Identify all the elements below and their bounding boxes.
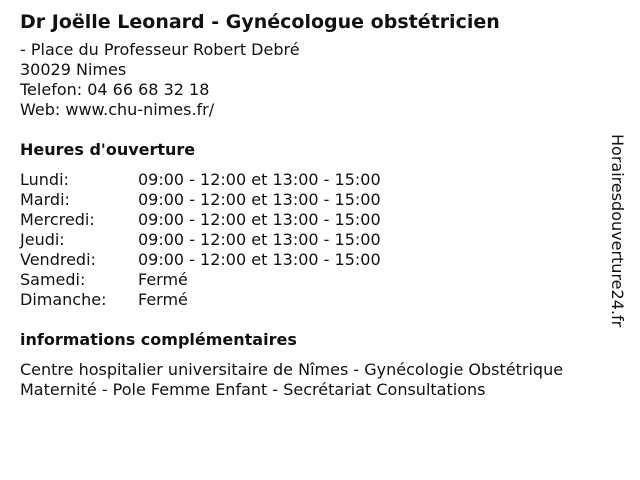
day-label: Mardi:: [20, 190, 70, 209]
hours-row-thursday: [20, 230, 610, 250]
time-value: 09:00 - 12:00 et 13:00 - 15:00: [138, 210, 381, 229]
time-value: 09:00 - 12:00 et 13:00 - 15:00: [138, 170, 381, 189]
address-line-1: - Place du Professeur Robert Debré: [20, 40, 300, 59]
hours-row-sunday: [20, 290, 610, 310]
day-label: Vendredi:: [20, 250, 96, 269]
day-label: Lundi:: [20, 170, 69, 189]
hours-row-tuesday: [20, 190, 610, 210]
site-credit: Horairesdouverture24.fr: [608, 134, 627, 328]
time-value: Fermé: [138, 290, 188, 309]
opening-hours-list: [20, 170, 610, 310]
phone-number: Telefon: 04 66 68 32 18: [20, 80, 210, 99]
hours-row-monday: [20, 170, 610, 190]
address-line-2: 30029 Nimes: [20, 60, 127, 79]
website-link[interactable]: Web: www.chu-nimes.fr/: [20, 100, 215, 119]
day-label: Jeudi:: [20, 230, 65, 249]
hours-row-wednesday: [20, 210, 610, 230]
time-value: 09:00 - 12:00 et 13:00 - 15:00: [138, 190, 381, 209]
day-label: Dimanche:: [20, 290, 107, 309]
time-value: 09:00 - 12:00 et 13:00 - 15:00: [138, 250, 381, 269]
hours-row-saturday: [20, 270, 610, 290]
additional-info-title: informations complémentaires: [20, 330, 297, 349]
additional-info-line-1: Centre hospitalier universitaire de Nîmes - Gynécologie Obstétrique: [20, 360, 564, 379]
doctor-name: Dr Joëlle Leonard - Gynécologue obstétricien: [20, 11, 500, 33]
day-label: Samedi:: [20, 270, 86, 289]
hours-row-friday: [20, 250, 610, 270]
time-value: Fermé: [138, 270, 188, 289]
opening-hours-title: Heures d'ouverture: [20, 140, 196, 159]
day-label: Mercredi:: [20, 210, 95, 229]
time-value: 09:00 - 12:00 et 13:00 - 15:00: [138, 230, 381, 249]
business-card: [20, 10, 610, 400]
additional-info-line-2: Maternité - Pole Femme Enfant - Secrétariat Consultations: [20, 380, 486, 399]
